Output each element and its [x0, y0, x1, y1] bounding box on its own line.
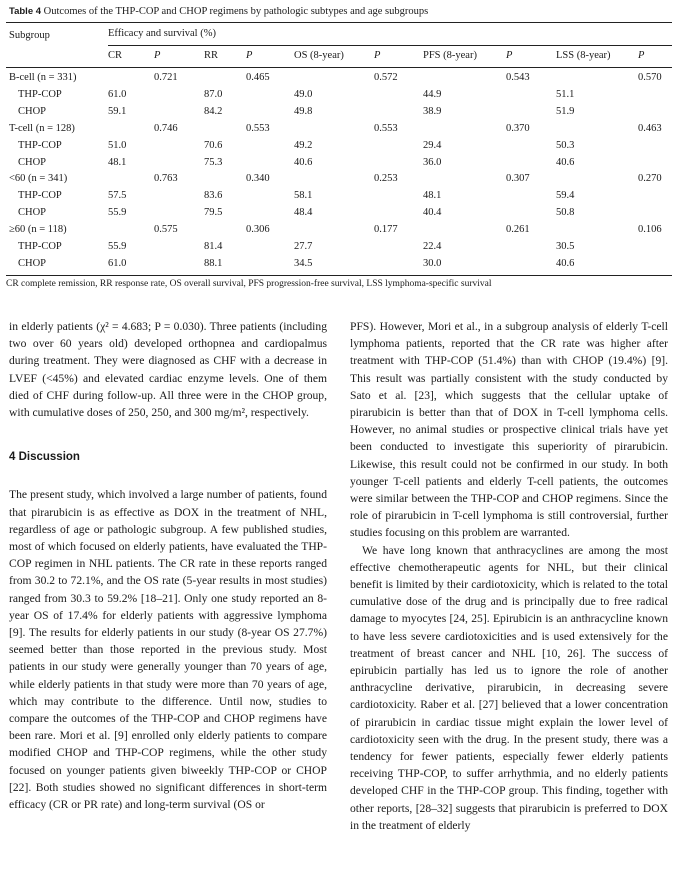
cell-pfs: 30.0 — [423, 257, 442, 269]
table-caption — [9, 6, 428, 17]
table-row — [6, 140, 672, 156]
cell-rr: 79.5 — [204, 207, 223, 219]
header-rr: RR — [204, 50, 219, 61]
cell-os: 27.7 — [294, 241, 313, 252]
cell-plss: 0.570 — [638, 72, 662, 83]
header-cr: CR — [108, 50, 123, 61]
row-regimen-label: CHOP — [18, 156, 47, 168]
header-p-rr: P — [246, 50, 253, 61]
cell-lss: 30.5 — [556, 241, 575, 252]
table-row — [6, 106, 672, 122]
cell-pfs: 38.9 — [423, 105, 442, 117]
left-paragraph-2: The present study, which involved a large number of patients, found that pirarubicin is as effective as DOX in the treatment of NHL, regardless of age or pathologic subgroup. A few published studies, most of which focused on elderly patients, have evaluated the THP-COP regimen in NHL patients. The CR rate in these reports ranged from 30.2 to 72.1%, and the OS rate (5-year results in most studies) ranged from 30.3 to 59.2% [18–21]. Only one study reported an 8-year OS of 17.4% for elderly patients with aggressive lymphoma [9]. The results for elderly patients in our study (8-year OS 27.7%) seemed better than those reported in the previous study. Most patients in our study were generally younger than 70 years of age, while elderly patients in that study were more than 70 years of age, which may contribute to the difference. Until now, studies to compare the outcomes of the THP-COP and CHOP regimens have been rare. Mori et al. [9] enrolled only elderly patients to compare modified CHOP and THP-COP regimens, while the other study focused on younger patients given biweekly THP-COP or CHOP [22]. Both studies showed no significant differences in short-term efficacy (CR or PR rate) and long-term survival (OS or — [9, 488, 327, 812]
table-title: Outcomes of the THP-COP and CHOP regimens by pathologic subtypes and age subgroups — [43, 6, 429, 17]
cell-cr: 55.9 — [108, 207, 127, 219]
row-regimen-label: CHOP — [18, 257, 47, 269]
cell-lss: 40.6 — [556, 257, 575, 269]
cell-os: 58.1 — [294, 190, 313, 202]
cell-cr: 61.0 — [108, 257, 127, 269]
cell-pfs: 22.4 — [423, 241, 442, 252]
cell-lss: 50.8 — [556, 207, 575, 219]
header-p-pfs: P — [506, 50, 513, 61]
table-label: Table 4 — [9, 6, 42, 17]
row-regimen-label: THP-COP — [18, 241, 62, 252]
cell-prr: 0.465 — [246, 72, 270, 83]
table-row — [6, 224, 672, 240]
cell-lss: 51.9 — [556, 105, 575, 117]
table-header — [6, 28, 672, 68]
cell-os: 34.5 — [294, 257, 313, 269]
cell-ppfs: 0.261 — [506, 224, 530, 236]
header-p-os: P — [374, 50, 381, 61]
table-row — [6, 123, 672, 139]
cell-cr: 55.9 — [108, 241, 127, 252]
cell-prr: 0.340 — [246, 173, 270, 185]
cell-plss: 0.106 — [638, 224, 662, 236]
cell-pfs: 36.0 — [423, 156, 442, 168]
header-subgroup: Subgroup — [9, 30, 50, 41]
row-regimen-label: THP-COP — [18, 139, 62, 151]
cell-prr: 0.553 — [246, 122, 270, 134]
table-row — [6, 241, 672, 257]
header-os: OS (8-year) — [294, 50, 344, 61]
cell-pfs: 44.9 — [423, 88, 442, 100]
right-paragraph-1: PFS). However, Mori et al., in a subgroup analysis of elderly T-cell lymphoma patients, reported that the CR rate was higher after treatment with THP-COP (51.4%) than with CHOP (19.4%) [9]. This result was partially consistent with the study conducted by Sato et al. [23], which suggests that the cellular uptake of pirarubicin is better than that of DOX in T-cell lymphoma cells. However, no animal studies or prospective clinical trials have yet been conducted to investigate this superiority of pirarubicin. Likewise, this result could not be confirmed in our study. In both younger T-cell patients and elderly T-cell patients, the outcomes were similar between the THP-COP and CHOP regimens. Since the role of pirarubicin in T-cell lymphoma is still controversial, further studies focusing on this problem are warranted. — [350, 320, 668, 540]
table-row — [6, 157, 672, 173]
row-subgroup-label: <60 (n = 341) — [9, 173, 68, 185]
cell-pos: 0.253 — [374, 173, 398, 185]
cell-rr: 88.1 — [204, 257, 223, 269]
table-row — [6, 258, 672, 274]
cell-os: 48.4 — [294, 207, 313, 219]
table-top-rule — [6, 22, 672, 23]
table-row — [6, 190, 672, 206]
cell-cr: 51.0 — [108, 139, 127, 151]
header-p-lss: P — [638, 50, 645, 61]
header-pfs: PFS (8-year) — [423, 50, 477, 61]
table-row — [6, 207, 672, 223]
cell-pcr: 0.763 — [154, 173, 178, 185]
cell-os: 49.8 — [294, 105, 313, 117]
cell-rr: 81.4 — [204, 241, 223, 252]
row-regimen-label: THP-COP — [18, 190, 62, 202]
right-paragraph-2: We have long known that anthracyclines are among the most effective chemotherapeutic agents for NHL, but their clinical benefit is limited by their cardiotoxicity, which is related to the total cumulative dose of the drug and is principally due to free radical damage to myocytes [24, 25]. Epirubicin is an anthracycline known to have less severe cardiotoxicities and is used extensively for the treatment of breast cancer and NHL [10, 26]. The success of epirubicin partially has led us to ignore the role of another anthracycline derivative, pirarubicin, in decreasing severe cardiotoxicity. Raber et al. [27] believed that a lower concentration of pirarubicin in cardiac tissue might explain the lower level of cardiotoxicity seen with the drug. In the present study, there was a tendency for fewer patients, especially fewer elderly patients receiving THP-COP, to suffer arrhythmia, and no elderly patients developed CHF in the THP-COP group. This finding, together with other reports, [28–32] suggests that pirarubicin is preferred to DOX in the treatment of elderly — [350, 543, 668, 832]
cell-os: 49.2 — [294, 139, 313, 151]
cell-lss: 50.3 — [556, 139, 575, 151]
cell-pcr: 0.746 — [154, 122, 178, 134]
cell-rr: 83.6 — [204, 190, 223, 202]
row-subgroup-label: T-cell (n = 128) — [9, 122, 75, 134]
cell-plss: 0.270 — [638, 173, 662, 185]
table-footnote: CR complete remission, RR response rate, OS overall survival, PFS progression-free survival, LSS lymphoma-specific survival — [6, 279, 492, 289]
cell-ppfs: 0.543 — [506, 72, 530, 83]
cell-rr: 84.2 — [204, 105, 223, 117]
cell-rr: 75.3 — [204, 156, 223, 168]
table-bottom-rule — [6, 275, 672, 276]
cell-cr: 61.0 — [108, 88, 127, 100]
cell-cr: 57.5 — [108, 190, 127, 202]
cell-os: 49.0 — [294, 88, 313, 100]
row-regimen-label: CHOP — [18, 207, 47, 219]
cell-lss: 51.1 — [556, 88, 575, 100]
table-row — [6, 89, 672, 105]
cell-lss: 59.4 — [556, 190, 575, 202]
cell-lss: 40.6 — [556, 156, 575, 168]
cell-pos: 0.572 — [374, 72, 398, 83]
cell-rr: 87.0 — [204, 88, 223, 100]
row-regimen-label: THP-COP — [18, 88, 62, 100]
table-subheader-rule — [108, 45, 672, 46]
cell-pcr: 0.575 — [154, 224, 178, 236]
cell-os: 40.6 — [294, 156, 313, 168]
cell-rr: 70.6 — [204, 139, 223, 151]
cell-ppfs: 0.307 — [506, 173, 530, 185]
header-lss: LSS (8-year) — [556, 50, 611, 61]
header-p-cr: P — [154, 50, 161, 61]
row-subgroup-label: B-cell (n = 331) — [9, 72, 77, 83]
cell-pos: 0.553 — [374, 122, 398, 134]
table-row — [6, 72, 672, 88]
cell-cr: 48.1 — [108, 156, 127, 168]
cell-pcr: 0.721 — [154, 72, 178, 83]
left-paragraph-1: in elderly patients (χ² = 4.683; P = 0.030). Three patients (including two over 60 years old) developed orthopnea and cardiopalmus during treatment. They were diagnosed as CHF with a decrease in LVEF (<45%) and elevated cardiac enzyme levels. One of them died of CHF during follow-up. All three were in the CHOP group, with cumulative doses of 250, 250, and 300 mg/m², respectively. — [9, 320, 327, 420]
cell-pfs: 48.1 — [423, 190, 442, 202]
table-header-rule — [6, 67, 672, 68]
cell-prr: 0.306 — [246, 224, 270, 236]
cell-pos: 0.177 — [374, 224, 398, 236]
section-heading: 4 Discussion — [9, 451, 80, 464]
right-column — [350, 318, 668, 834]
row-regimen-label: CHOP — [18, 105, 47, 117]
row-subgroup-label: ≥60 (n = 118) — [9, 224, 67, 236]
cell-plss: 0.463 — [638, 122, 662, 134]
cell-pfs: 29.4 — [423, 139, 442, 151]
left-column — [9, 318, 327, 813]
header-group: Efficacy and survival (%) — [108, 28, 216, 39]
cell-ppfs: 0.370 — [506, 122, 530, 134]
cell-cr: 59.1 — [108, 105, 127, 117]
cell-pfs: 40.4 — [423, 207, 442, 219]
table-row — [6, 173, 672, 189]
